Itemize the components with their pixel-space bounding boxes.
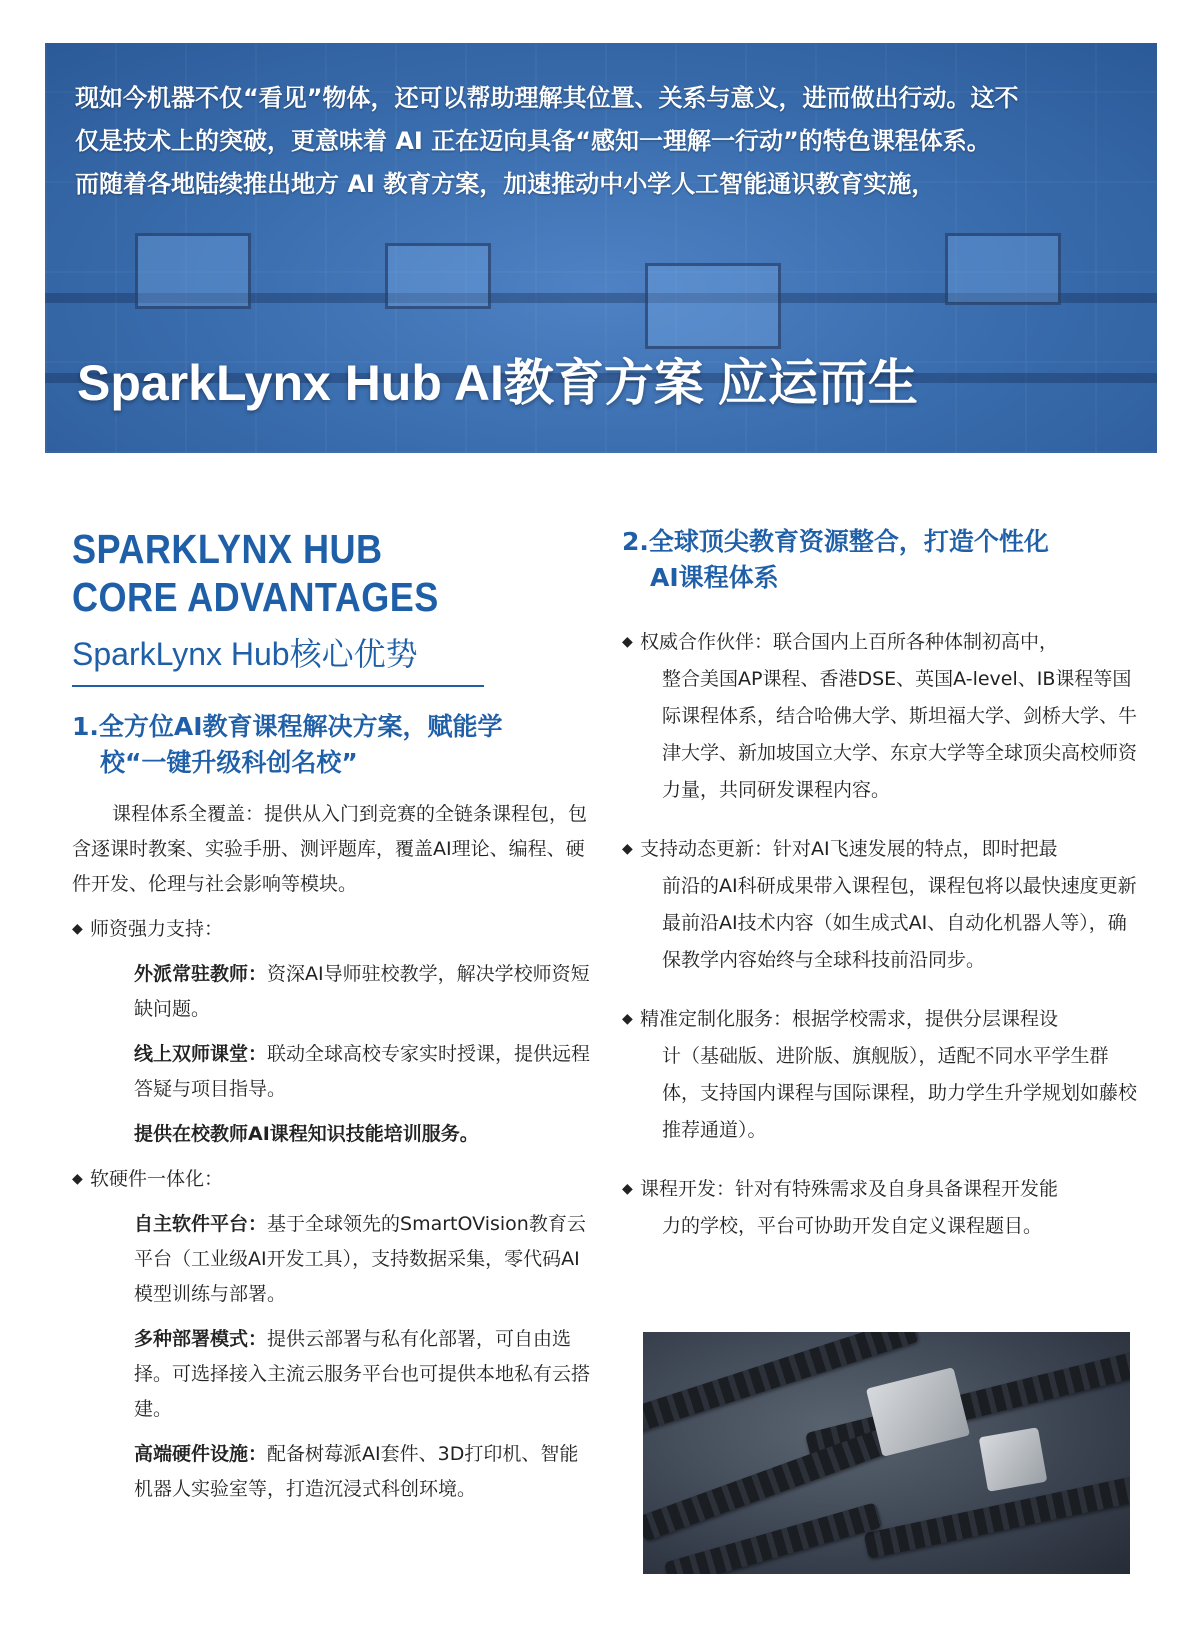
curriculum-paragraph: 课程体系全覆盖：提供从入门到竞赛的全链条课程包，包含逐课时教案、实验手册、测评题库，覆盖AI理论、编程、硬件开发、伦理与社会影响等模块。 <box>72 803 588 895</box>
right-column <box>622 524 1142 1245</box>
bullet-rest: 前沿的AI科研成果带入课程包，课程包将以最快速度更新最前沿AI技术内容（如生成式AI、自动化机器人等），确保教学内容始终与全球科技前沿同步。 <box>662 875 1137 971</box>
advantage-bullet <box>622 1001 1142 1149</box>
hardware-item-label: 自主软件平台： <box>134 1213 268 1235</box>
teacher-item-label: 提供在校教师AI课程知识技能培训服务。 <box>134 1123 479 1145</box>
teacher-item <box>72 957 592 1027</box>
hardware-item <box>72 1207 592 1312</box>
banner-monitor <box>945 233 1061 305</box>
chinese-title: SparkLynx Hub核心优势 <box>72 629 484 687</box>
section-1-title <box>72 709 592 781</box>
teacher-item <box>72 1117 592 1152</box>
banner-headline: SparkLynx Hub AI教育方案 应运而生 <box>77 355 918 411</box>
robot-kit-photo <box>643 1332 1130 1574</box>
diamond-bullet-icon: ◆ <box>622 841 633 857</box>
hardware-software-heading <box>72 1162 592 1197</box>
banner-monitor <box>385 243 491 309</box>
bullet-lead: 精准定制化服务：根据学校需求，提供分层课程设 <box>640 1008 1059 1030</box>
kit-plate <box>979 1427 1048 1492</box>
hero-banner <box>45 43 1157 453</box>
bullet-rest: 计（基础版、进阶版、旗舰版），适配不同水平学生群体，支持国内课程与国际课程，助力学生升学规划如藤校推荐通道）。 <box>662 1045 1138 1141</box>
teacher-item-text: 联动全球高校专家实时授课，提供远程答疑与项目指导。 <box>134 1043 591 1100</box>
section-2-title-line: 2.全球顶尖教育资源整合，打造个性化 <box>622 527 1049 556</box>
advantage-bullet <box>622 831 1142 979</box>
banner-intro <box>75 77 1135 206</box>
hardware-item-label: 多种部署模式： <box>134 1328 268 1350</box>
teacher-support-heading-text: 师资强力支持： <box>90 918 224 940</box>
hardware-item <box>72 1437 592 1507</box>
section-1-title-line: 校“一键升级科创名校” <box>100 748 358 777</box>
hardware-item-label: 高端硬件设施： <box>134 1443 268 1465</box>
banner-monitor <box>645 263 781 349</box>
hardware-item-text: 配备树莓派AI套件、3D打印机、智能机器人实验室等，打造沉浸式科创环境。 <box>134 1443 579 1500</box>
teacher-support-heading <box>72 912 592 947</box>
banner-monitor <box>135 233 251 309</box>
hardware-item-text: 提供云部署与私有化部署，可自由选择。可选择接入主流云服务平台也可提供本地私有云搭建。 <box>134 1328 591 1420</box>
section-1-title-line: 1.全方位AI教育课程解决方案，赋能学 <box>72 712 503 741</box>
teacher-item <box>72 1037 592 1107</box>
bullet-lead: 课程开发：针对有特殊需求及自身具备课程开发能 <box>640 1178 1059 1200</box>
diamond-bullet-icon: ◆ <box>72 921 83 937</box>
banner-intro-line: 而随着各地陆续推出地方 AI 教育方案，加速推动中小学人工智能通识教育实施， <box>75 170 936 198</box>
teacher-item-label: 外派常驻教师： <box>134 963 268 985</box>
diamond-bullet-icon: ◆ <box>72 1171 83 1187</box>
banner-intro-line: 仅是技术上的突破，更意味着 AI 正在迈向具备“感知一理解一行动”的特色课程体系。 <box>75 127 991 155</box>
diamond-bullet-icon: ◆ <box>622 1181 633 1197</box>
bullet-rest: 力的学校，平台可协助开发自定义课程题目。 <box>662 1215 1043 1237</box>
section-2-title <box>622 524 1142 596</box>
english-title-line: CORE ADVANTAGES <box>72 574 439 620</box>
bullet-lead: 权威合作伙伴：联合国内上百所各种体制初高中， <box>640 631 1059 653</box>
teacher-item-text: 资深AI导师驻校教学，解决学校师资短缺问题。 <box>134 963 590 1020</box>
advantage-bullet <box>622 1171 1142 1245</box>
diamond-bullet-icon: ◆ <box>622 634 633 650</box>
hardware-item-text: 基于全球领先的SmartOVision教育云平台（工业级AI开发工具），支持数据采集，零代码AI模型训练与部署。 <box>134 1213 586 1305</box>
banner-intro-line: 现如今机器不仅“看见”物体，还可以帮助理解其位置、关系与意义，进而做出行动。这不 <box>75 84 1019 112</box>
hardware-software-heading-text: 软硬件一体化： <box>90 1168 224 1190</box>
diamond-bullet-icon: ◆ <box>622 1011 633 1027</box>
bullet-lead: 支持动态更新：针对AI飞速发展的特点，即时把最 <box>640 838 1058 860</box>
english-title-line: SPARKLYNX HUB <box>72 526 383 572</box>
teacher-item-label: 线上双师课堂： <box>134 1043 268 1065</box>
kit-plate <box>866 1367 970 1457</box>
hardware-item <box>72 1322 592 1427</box>
bullet-rest: 整合美国AP课程、香港DSE、英国A-level、IB课程等国际课程体系，结合哈佛大学、斯坦福大学、剑桥大学、牛津大学、新加坡国立大学、东京大学等全球顶尖高校师资力量，共同研发课程内容。 <box>662 668 1138 801</box>
left-column <box>72 525 592 1507</box>
section-2-title-line: AI课程体系 <box>650 563 779 592</box>
advantage-bullet <box>622 624 1142 809</box>
